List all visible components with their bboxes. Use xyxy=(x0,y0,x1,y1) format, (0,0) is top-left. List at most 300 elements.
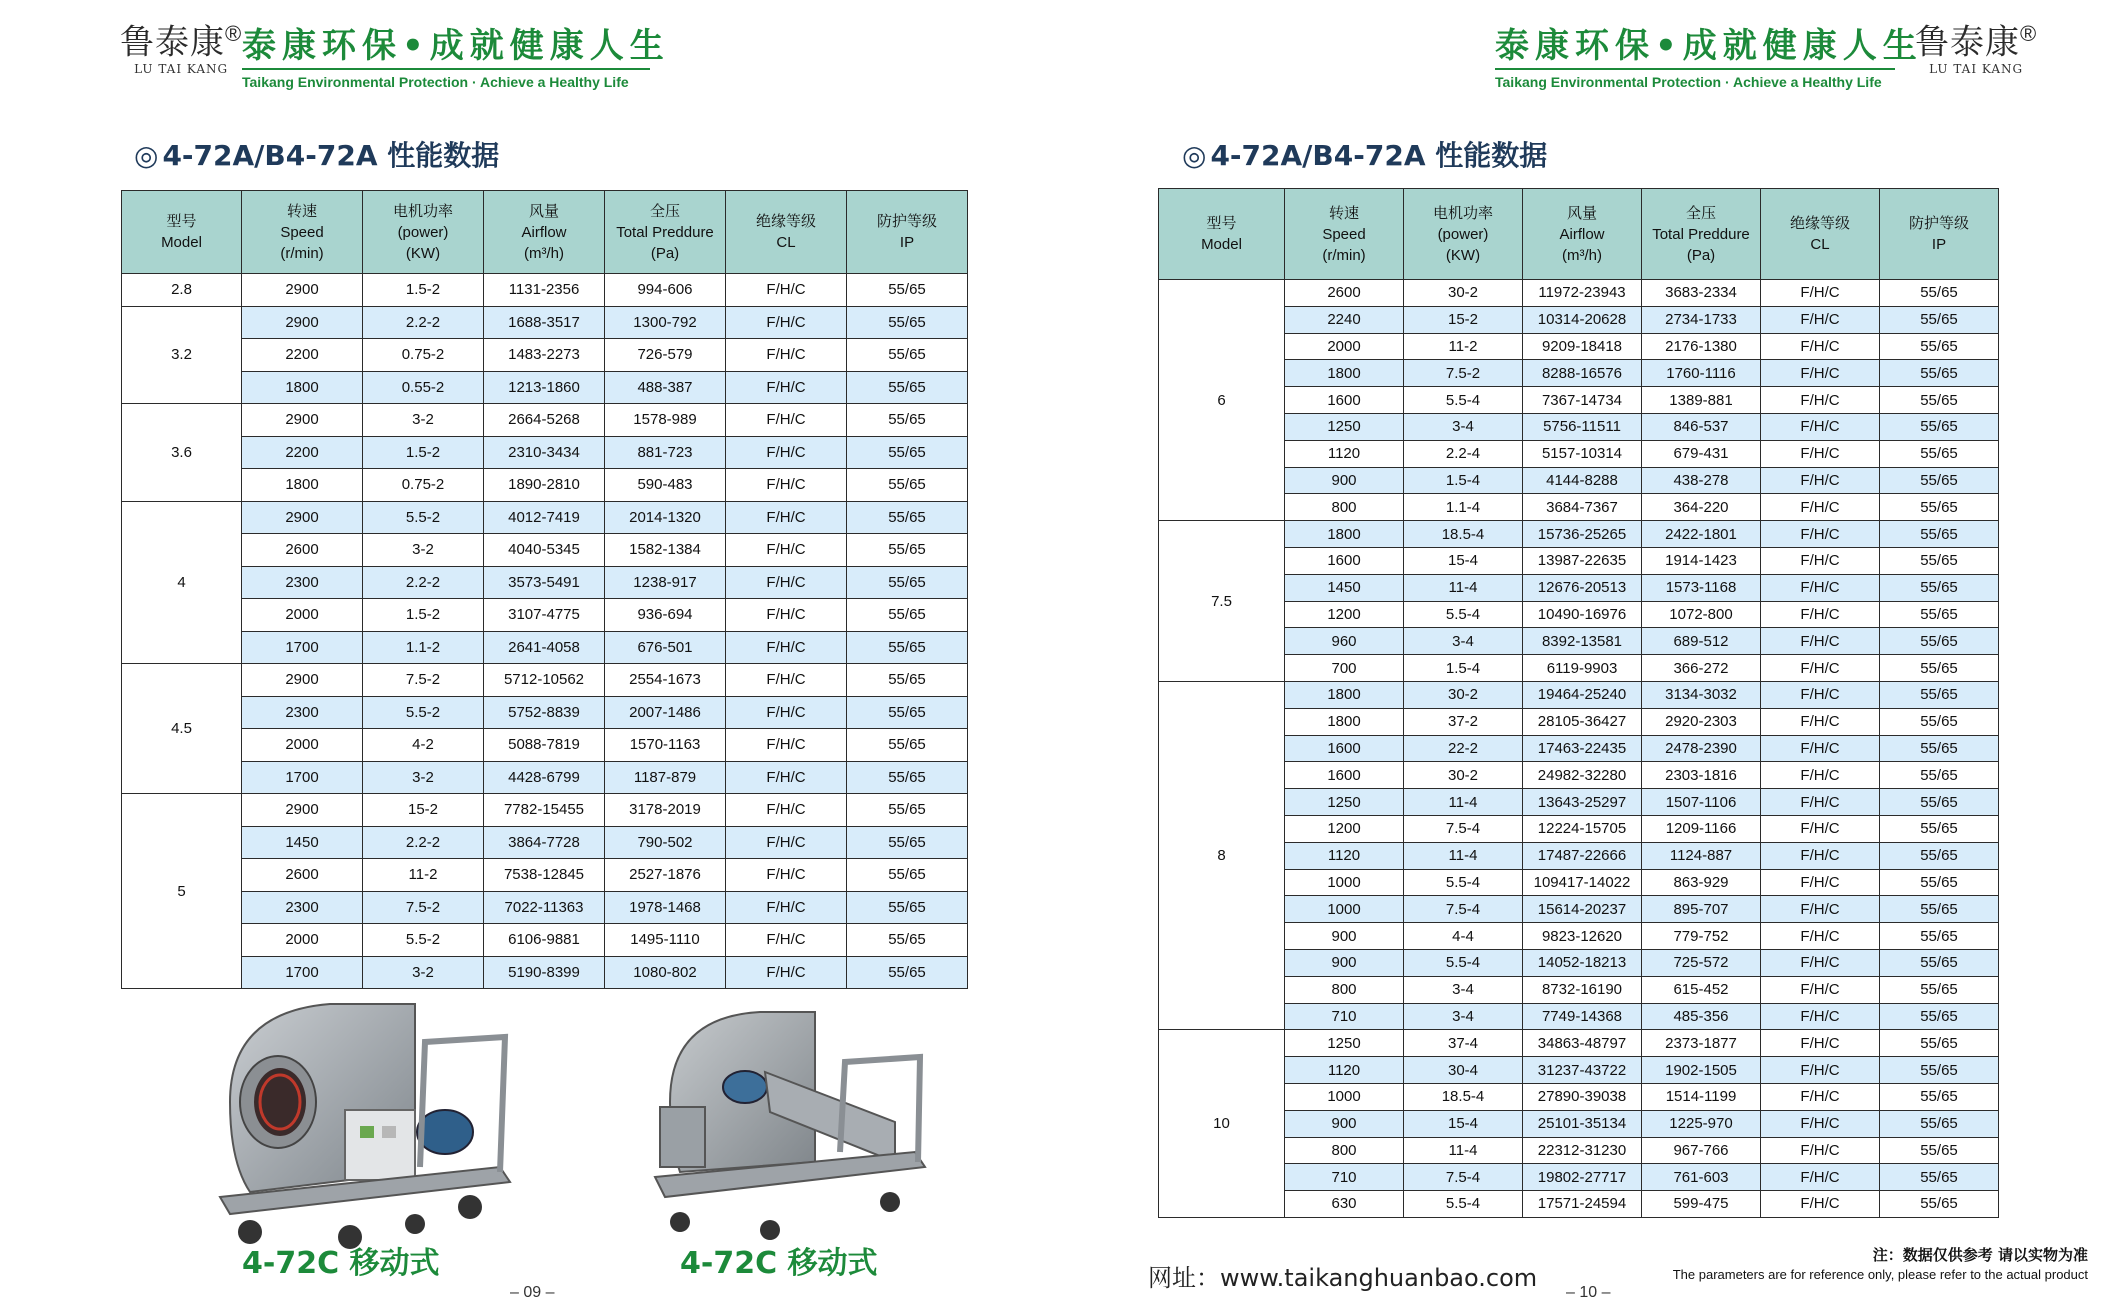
cl-cell: F/H/C xyxy=(1761,1191,1880,1218)
pressure-cell: 726-579 xyxy=(605,339,726,372)
power-cell: 2.2-2 xyxy=(363,826,484,859)
cl-cell: F/H/C xyxy=(726,924,847,957)
disclaimer-en: The parameters are for reference only, please refer to the actual product xyxy=(1672,1267,2088,1282)
header-power xyxy=(1404,189,1523,280)
pressure-cell: 1238-917 xyxy=(605,566,726,599)
header-speed xyxy=(1285,189,1404,280)
power-cell: 5.5-4 xyxy=(1404,601,1523,628)
header-cl-line: CL xyxy=(776,234,796,251)
speed-cell: 2000 xyxy=(242,599,363,632)
power-cell: 0.55-2 xyxy=(363,371,484,404)
pressure-cell: 994-606 xyxy=(605,274,726,307)
cl-cell: F/H/C xyxy=(1761,655,1880,682)
brand-logo xyxy=(1915,14,2037,76)
table-row xyxy=(1159,360,1999,387)
airflow-cell: 4144-8288 xyxy=(1523,467,1642,494)
header-model-line: Model xyxy=(1201,236,1242,253)
header-pressure-line: 全压 xyxy=(649,202,680,220)
power-cell: 3-2 xyxy=(363,404,484,437)
speed-cell: 710 xyxy=(1285,1003,1404,1030)
power-cell: 0.75-2 xyxy=(363,339,484,372)
table-row xyxy=(1159,1057,1999,1084)
table-row xyxy=(122,664,968,697)
slogan-rule xyxy=(1495,68,1895,70)
table-row xyxy=(122,436,968,469)
model-cell: 8 xyxy=(1159,681,1285,1029)
header-pressure-line: (Pa) xyxy=(1686,246,1716,264)
pressure-cell: 1072-800 xyxy=(1642,601,1761,628)
table-row xyxy=(122,371,968,404)
cl-cell: F/H/C xyxy=(1761,467,1880,494)
table-row xyxy=(1159,735,1999,762)
power-cell: 7.5-2 xyxy=(363,664,484,697)
power-cell: 0.75-2 xyxy=(363,469,484,502)
cl-cell: F/H/C xyxy=(726,631,847,664)
header-speed-line: (r/min) xyxy=(280,244,324,262)
power-cell: 3-4 xyxy=(1404,413,1523,440)
pressure-cell: 2014-1320 xyxy=(605,501,726,534)
power-cell: 11-2 xyxy=(1404,333,1523,360)
ip-cell: 55/65 xyxy=(1880,789,1999,816)
cl-cell: F/H/C xyxy=(1761,574,1880,601)
airflow-cell: 13643-25297 xyxy=(1523,789,1642,816)
pressure-cell: 2373-1877 xyxy=(1642,1030,1761,1057)
speed-cell: 1000 xyxy=(1285,869,1404,896)
power-cell: 30-2 xyxy=(1404,681,1523,708)
ip-cell: 55/65 xyxy=(1880,547,1999,574)
pressure-cell: 1495-1110 xyxy=(605,924,726,957)
slogan xyxy=(1495,26,1923,90)
table-row xyxy=(122,859,968,892)
header-speed-line: 转速 xyxy=(286,202,317,220)
header-cl xyxy=(1761,189,1880,280)
ip-cell: 55/65 xyxy=(1880,1191,1999,1218)
speed-cell: 1200 xyxy=(1285,601,1404,628)
table-row xyxy=(122,761,968,794)
speed-cell: 1450 xyxy=(242,826,363,859)
model-cell: 3.6 xyxy=(122,404,242,502)
power-cell: 11-4 xyxy=(1404,842,1523,869)
cl-cell: F/H/C xyxy=(726,891,847,924)
pressure-cell: 366-272 xyxy=(1642,655,1761,682)
speed-cell: 2000 xyxy=(242,729,363,762)
ip-cell: 55/65 xyxy=(847,696,968,729)
table-row xyxy=(122,631,968,664)
ip-cell: 55/65 xyxy=(1880,1083,1999,1110)
pressure-cell: 2422-1801 xyxy=(1642,521,1761,548)
pressure-cell: 1187-879 xyxy=(605,761,726,794)
airflow-cell: 4012-7419 xyxy=(484,501,605,534)
product-caption-2: 4-72C 移动式 xyxy=(680,1246,878,1281)
power-cell: 1.5-2 xyxy=(363,436,484,469)
pressure-cell: 779-752 xyxy=(1642,923,1761,950)
pressure-cell: 761-603 xyxy=(1642,1164,1761,1191)
table-row xyxy=(122,891,968,924)
airflow-cell: 31237-43722 xyxy=(1523,1057,1642,1084)
cl-cell: F/H/C xyxy=(1761,1003,1880,1030)
power-cell: 7.5-2 xyxy=(1404,360,1523,387)
cl-cell: F/H/C xyxy=(1761,869,1880,896)
speed-cell: 1120 xyxy=(1285,1057,1404,1084)
pressure-cell: 1582-1384 xyxy=(605,534,726,567)
header-airflow xyxy=(484,191,605,274)
airflow-cell: 12224-15705 xyxy=(1523,815,1642,842)
cl-cell: F/H/C xyxy=(1761,976,1880,1003)
airflow-cell: 15736-25265 xyxy=(1523,521,1642,548)
cl-cell: F/H/C xyxy=(1761,1137,1880,1164)
ip-cell: 55/65 xyxy=(847,956,968,989)
power-cell: 18.5-4 xyxy=(1404,521,1523,548)
pressure-cell: 2007-1486 xyxy=(605,696,726,729)
pressure-cell: 1080-802 xyxy=(605,956,726,989)
airflow-cell: 7782-15455 xyxy=(484,794,605,827)
airflow-cell: 14052-18213 xyxy=(1523,949,1642,976)
table-row xyxy=(122,566,968,599)
power-cell: 1.1-4 xyxy=(1404,494,1523,521)
pressure-cell: 1914-1423 xyxy=(1642,547,1761,574)
ip-cell: 55/65 xyxy=(1880,280,1999,307)
cl-cell: F/H/C xyxy=(726,566,847,599)
pressure-cell: 936-694 xyxy=(605,599,726,632)
cl-cell: F/H/C xyxy=(1761,547,1880,574)
header-ip-line: IP xyxy=(1931,236,1947,253)
cl-cell: F/H/C xyxy=(1761,1083,1880,1110)
cl-cell: F/H/C xyxy=(1761,923,1880,950)
airflow-cell: 9209-18418 xyxy=(1523,333,1642,360)
speed-cell: 1600 xyxy=(1285,762,1404,789)
cl-cell: F/H/C xyxy=(726,859,847,892)
speed-cell: 2000 xyxy=(242,924,363,957)
table-header xyxy=(1159,189,1999,280)
header-ip xyxy=(847,191,968,274)
airflow-cell: 4040-5345 xyxy=(484,534,605,567)
cl-cell: F/H/C xyxy=(726,469,847,502)
header-cl-line: 绝缘等级 xyxy=(755,213,816,230)
header-pressure-line: Total Preddure xyxy=(1652,225,1750,243)
table-row xyxy=(1159,1003,1999,1030)
table-row xyxy=(1159,521,1999,548)
table-row xyxy=(1159,976,1999,1003)
ip-cell: 55/65 xyxy=(1880,1137,1999,1164)
ip-cell: 55/65 xyxy=(847,631,968,664)
table-row xyxy=(122,924,968,957)
speed-cell: 800 xyxy=(1285,976,1404,1003)
power-cell: 7.5-4 xyxy=(1404,1164,1523,1191)
speed-cell: 960 xyxy=(1285,628,1404,655)
ip-cell: 55/65 xyxy=(847,371,968,404)
power-cell: 7.5-4 xyxy=(1404,896,1523,923)
pressure-cell: 1578-989 xyxy=(605,404,726,437)
table-row xyxy=(1159,280,1999,307)
airflow-cell: 13987-22635 xyxy=(1523,547,1642,574)
power-cell: 4-2 xyxy=(363,729,484,762)
pressure-cell: 1760-1116 xyxy=(1642,360,1761,387)
power-cell: 15-2 xyxy=(363,794,484,827)
airflow-cell: 22312-31230 xyxy=(1523,1137,1642,1164)
ip-cell: 55/65 xyxy=(847,859,968,892)
power-cell: 3-2 xyxy=(363,956,484,989)
header-model-line: Model xyxy=(161,234,202,251)
header-power-line: (power) xyxy=(397,223,449,241)
table-row xyxy=(1159,547,1999,574)
table-row xyxy=(1159,762,1999,789)
airflow-cell: 5157-10314 xyxy=(1523,440,1642,467)
cl-cell: F/H/C xyxy=(1761,1030,1880,1057)
power-cell: 2.2-2 xyxy=(363,566,484,599)
cl-cell: F/H/C xyxy=(1761,896,1880,923)
ip-cell: 55/65 xyxy=(847,436,968,469)
speed-cell: 900 xyxy=(1285,949,1404,976)
ip-cell: 55/65 xyxy=(1880,1030,1999,1057)
pressure-cell: 676-501 xyxy=(605,631,726,664)
cl-cell: F/H/C xyxy=(726,339,847,372)
cl-cell: F/H/C xyxy=(1761,333,1880,360)
logo-en-text: LU TAI KANG xyxy=(1929,62,2024,77)
airflow-cell: 15614-20237 xyxy=(1523,896,1642,923)
header-power-line: (KW) xyxy=(1445,246,1481,264)
speed-cell: 1450 xyxy=(1285,574,1404,601)
pressure-cell: 967-766 xyxy=(1642,1137,1761,1164)
power-cell: 1.5-2 xyxy=(363,274,484,307)
cl-cell: F/H/C xyxy=(726,599,847,632)
table-row xyxy=(1159,1191,1999,1218)
cl-cell: F/H/C xyxy=(1761,1110,1880,1137)
slogan-rule xyxy=(242,68,650,70)
airflow-cell: 1890-2810 xyxy=(484,469,605,502)
pressure-cell: 364-220 xyxy=(1642,494,1761,521)
cl-cell: F/H/C xyxy=(1761,789,1880,816)
pressure-cell: 725-572 xyxy=(1642,949,1761,976)
product-caption-1: 4-72C 移动式 xyxy=(242,1246,440,1281)
airflow-cell: 28105-36427 xyxy=(1523,708,1642,735)
pressure-cell: 2478-2390 xyxy=(1642,735,1761,762)
cl-cell: F/H/C xyxy=(1761,1057,1880,1084)
speed-cell: 1120 xyxy=(1285,842,1404,869)
pressure-cell: 1978-1468 xyxy=(605,891,726,924)
table-row xyxy=(1159,1110,1999,1137)
airflow-cell: 8288-16576 xyxy=(1523,360,1642,387)
table-row xyxy=(122,826,968,859)
airflow-cell: 5088-7819 xyxy=(484,729,605,762)
cl-cell: F/H/C xyxy=(726,794,847,827)
ip-cell: 55/65 xyxy=(1880,815,1999,842)
airflow-cell: 24982-32280 xyxy=(1523,762,1642,789)
pressure-cell: 590-483 xyxy=(605,469,726,502)
ip-cell: 55/65 xyxy=(1880,923,1999,950)
section-title xyxy=(1182,134,1547,174)
speed-cell: 1600 xyxy=(1285,735,1404,762)
cl-cell: F/H/C xyxy=(726,371,847,404)
ip-cell: 55/65 xyxy=(1880,976,1999,1003)
ip-cell: 55/65 xyxy=(1880,762,1999,789)
ip-cell: 55/65 xyxy=(1880,1003,1999,1030)
airflow-cell: 19802-27717 xyxy=(1523,1164,1642,1191)
power-cell: 1.1-2 xyxy=(363,631,484,664)
table-row xyxy=(122,794,968,827)
speed-cell: 2900 xyxy=(242,306,363,339)
ip-cell: 55/65 xyxy=(847,469,968,502)
power-cell: 15-4 xyxy=(1404,547,1523,574)
cl-cell: F/H/C xyxy=(1761,306,1880,333)
speed-cell: 1000 xyxy=(1285,1083,1404,1110)
power-cell: 11-4 xyxy=(1404,1137,1523,1164)
airflow-cell: 1213-1860 xyxy=(484,371,605,404)
speed-cell: 1200 xyxy=(1285,815,1404,842)
speed-cell: 2900 xyxy=(242,501,363,534)
ip-cell: 55/65 xyxy=(847,891,968,924)
page-number: – 09 – xyxy=(510,1284,555,1301)
airflow-cell: 2641-4058 xyxy=(484,631,605,664)
header-airflow-line: (m³/h) xyxy=(1562,246,1602,264)
airflow-cell: 7367-14734 xyxy=(1523,387,1642,414)
table-row xyxy=(122,404,968,437)
ip-cell: 55/65 xyxy=(847,404,968,437)
header-ip-line: 防护等级 xyxy=(876,213,937,230)
speed-cell: 2300 xyxy=(242,891,363,924)
power-cell: 30-2 xyxy=(1404,280,1523,307)
cl-cell: F/H/C xyxy=(726,761,847,794)
section-title xyxy=(134,134,499,174)
table-row xyxy=(122,339,968,372)
cl-cell: F/H/C xyxy=(1761,360,1880,387)
cl-cell: F/H/C xyxy=(726,729,847,762)
airflow-cell: 27890-39038 xyxy=(1523,1083,1642,1110)
power-cell: 5.5-2 xyxy=(363,924,484,957)
ip-cell: 55/65 xyxy=(1880,306,1999,333)
airflow-cell: 17463-22435 xyxy=(1523,735,1642,762)
cl-cell: F/H/C xyxy=(726,696,847,729)
header-model xyxy=(1159,189,1285,280)
speed-cell: 800 xyxy=(1285,1137,1404,1164)
pressure-cell: 2176-1380 xyxy=(1642,333,1761,360)
slogan-cn: 泰康环保•成就健康人生 xyxy=(1495,26,1923,66)
power-cell: 4-4 xyxy=(1404,923,1523,950)
speed-cell: 1120 xyxy=(1285,440,1404,467)
ip-cell: 55/65 xyxy=(1880,360,1999,387)
airflow-cell: 5752-8839 xyxy=(484,696,605,729)
ip-cell: 55/65 xyxy=(1880,949,1999,976)
power-cell: 5.5-4 xyxy=(1404,1191,1523,1218)
ip-cell: 55/65 xyxy=(1880,333,1999,360)
power-cell: 5.5-4 xyxy=(1404,949,1523,976)
ip-cell: 55/65 xyxy=(1880,708,1999,735)
website-url: 网址：www.taikanghuanbao.com xyxy=(1148,1264,1538,1292)
pressure-cell: 863-929 xyxy=(1642,869,1761,896)
pressure-cell: 1389-881 xyxy=(1642,387,1761,414)
cl-cell: F/H/C xyxy=(726,404,847,437)
airflow-cell: 2310-3434 xyxy=(484,436,605,469)
speed-cell: 2200 xyxy=(242,436,363,469)
right-page xyxy=(1058,0,2116,1309)
power-cell: 7.5-4 xyxy=(1404,815,1523,842)
power-cell: 30-2 xyxy=(1404,762,1523,789)
table-row xyxy=(1159,1137,1999,1164)
speed-cell: 1000 xyxy=(1285,896,1404,923)
ip-cell: 55/65 xyxy=(1880,494,1999,521)
pressure-cell: 1225-970 xyxy=(1642,1110,1761,1137)
ip-cell: 55/65 xyxy=(847,306,968,339)
power-cell: 3-4 xyxy=(1404,976,1523,1003)
speed-cell: 1600 xyxy=(1285,387,1404,414)
pressure-cell: 2554-1673 xyxy=(605,664,726,697)
pressure-cell: 1514-1199 xyxy=(1642,1083,1761,1110)
table-row xyxy=(1159,387,1999,414)
disclaimer-cn: 注：数据仅供参考 请以实物为准 xyxy=(1872,1246,2088,1264)
brand-logo xyxy=(120,14,242,76)
header-model-line: 型号 xyxy=(166,213,197,230)
table-row xyxy=(1159,815,1999,842)
power-cell: 18.5-4 xyxy=(1404,1083,1523,1110)
model-cell: 6 xyxy=(1159,280,1285,521)
airflow-cell: 10490-16976 xyxy=(1523,601,1642,628)
cl-cell: F/H/C xyxy=(1761,413,1880,440)
pressure-cell: 3134-3032 xyxy=(1642,681,1761,708)
airflow-cell: 3573-5491 xyxy=(484,566,605,599)
ip-cell: 55/65 xyxy=(847,826,968,859)
speed-cell: 900 xyxy=(1285,467,1404,494)
cl-cell: F/H/C xyxy=(1761,681,1880,708)
logo-en-text: LU TAI KANG xyxy=(134,62,229,77)
table-row xyxy=(122,501,968,534)
power-cell: 11-4 xyxy=(1404,789,1523,816)
header-speed-line: Speed xyxy=(280,223,324,241)
speed-cell: 1700 xyxy=(242,631,363,664)
slogan-cn: 泰康环保•成就健康人生 xyxy=(242,26,670,66)
table-row xyxy=(122,306,968,339)
header-power-line: (KW) xyxy=(405,244,441,262)
airflow-cell: 11972-23943 xyxy=(1523,280,1642,307)
table-row xyxy=(1159,655,1999,682)
speed-cell: 1700 xyxy=(242,956,363,989)
table-row xyxy=(122,469,968,502)
speed-cell: 1600 xyxy=(1285,547,1404,574)
speed-cell: 2900 xyxy=(242,794,363,827)
speed-cell: 1250 xyxy=(1285,1030,1404,1057)
airflow-cell: 10314-20628 xyxy=(1523,306,1642,333)
table-row xyxy=(1159,1030,1999,1057)
pressure-cell: 2920-2303 xyxy=(1642,708,1761,735)
cl-cell: F/H/C xyxy=(726,436,847,469)
table-row xyxy=(1159,789,1999,816)
ip-cell: 55/65 xyxy=(847,924,968,957)
cl-cell: F/H/C xyxy=(1761,628,1880,655)
pressure-cell: 438-278 xyxy=(1642,467,1761,494)
registered-mark: ® xyxy=(2020,21,2038,46)
airflow-cell: 1688-3517 xyxy=(484,306,605,339)
airflow-cell: 17487-22666 xyxy=(1523,842,1642,869)
pressure-cell: 3683-2334 xyxy=(1642,280,1761,307)
speed-cell: 710 xyxy=(1285,1164,1404,1191)
airflow-cell: 25101-35134 xyxy=(1523,1110,1642,1137)
pressure-cell: 679-431 xyxy=(1642,440,1761,467)
airflow-cell: 12676-20513 xyxy=(1523,574,1642,601)
pressure-cell: 2527-1876 xyxy=(605,859,726,892)
speed-cell: 2000 xyxy=(1285,333,1404,360)
speed-cell: 2600 xyxy=(242,859,363,892)
ip-cell: 55/65 xyxy=(1880,1110,1999,1137)
airflow-cell: 3107-4775 xyxy=(484,599,605,632)
cl-cell: F/H/C xyxy=(1761,708,1880,735)
cl-cell: F/H/C xyxy=(726,956,847,989)
cl-cell: F/H/C xyxy=(1761,494,1880,521)
product-image-mobile-fan-2 xyxy=(640,1002,930,1247)
power-cell: 5.5-2 xyxy=(363,696,484,729)
ip-cell: 55/65 xyxy=(1880,842,1999,869)
speed-cell: 1800 xyxy=(1285,521,1404,548)
pressure-cell: 1124-887 xyxy=(1642,842,1761,869)
cl-cell: F/H/C xyxy=(1761,735,1880,762)
cl-cell: F/H/C xyxy=(1761,762,1880,789)
